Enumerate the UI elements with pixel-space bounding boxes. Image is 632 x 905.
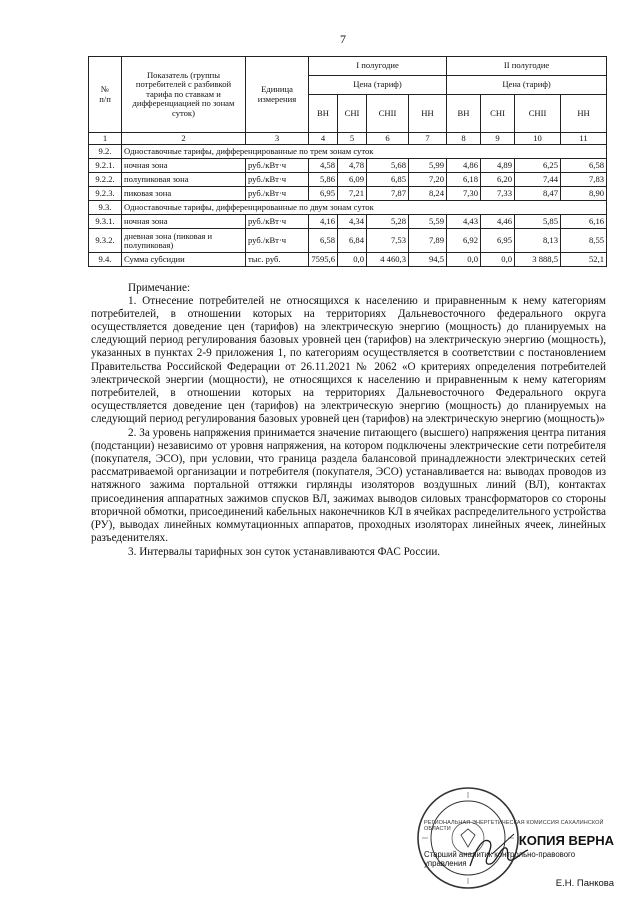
tariff-value: 7595,6 [309,253,338,267]
column-index-6: 6 [367,133,409,145]
tariff-value: 52,1 [561,253,607,267]
page-number: 7 [340,32,346,46]
header-half1: I полугодие [309,57,447,76]
tariff-value: 6,20 [481,173,515,187]
tariff-value: 4 460,3 [367,253,409,267]
tariff-value: 7,20 [409,173,447,187]
tariff-value: 4,34 [338,215,367,229]
tariff-table [88,56,607,267]
header-group: Показатель (группы потребителей с разбивкой тарифа по ставкам и дифференциацией по зонам суток) [122,57,246,133]
tariff-value: 8,24 [409,187,447,201]
table-section-row [89,145,607,159]
row-unit: тыс. руб. [246,253,309,267]
row-number: 9.4. [89,253,122,267]
table-row [89,173,607,187]
row-number: 9.2.3. [89,187,122,201]
tariff-value: 4,78 [338,159,367,173]
section-label: Одноставочные тарифы, дифференцированные по трем зонам суток [122,145,607,159]
tariff-value: 5,59 [409,215,447,229]
tariff-value: 6,85 [367,173,409,187]
copy-verified-stamp: КОПИЯ ВЕРНА [518,833,614,848]
row-label: ночная зона [122,159,246,173]
table-row [89,229,607,253]
row-unit: руб./кВт·ч [246,229,309,253]
column-index-5: 5 [338,133,367,145]
table-row [89,187,607,201]
header-price-2: Цена (тариф) [447,76,607,95]
tariff-value: 5,86 [309,173,338,187]
note-paragraph-2: 2. За уровень напряжения принимается значение питающего (высшего) напряжения центра питания (подстанции) независимо от уровня напряжения, на котором подключены электрические сети потребителя (покупателя, ЭСО), при условии, что граница раздела балансовой принадлежности электрических сетей рассматриваемой организации и потребителя (покупателя, ЭСО) устанавливается на: выводах проводов из натяжного зажима портальной оттяжки гирлянды изоляторов воздушных линий (ВЛ), контактах присоединения аппаратных зажимов спусков ВЛ, зажимах выводов силовых трансформаторов со стороны вторичной обмотки, присоединений кабельных наконечников КЛ в ячейках распределительного устройства (РУ), выводах линейных коммутационных аппаратов, проходных изоляторах линейных ячеек, линейных разъеденителях. [91,427,606,544]
tariff-value: 94,5 [409,253,447,267]
column-index-4: 4 [309,133,338,145]
tariff-value: 6,92 [447,229,481,253]
notes-title: Примечание: [128,282,191,294]
tariff-value: 6,58 [561,159,607,173]
header-level-1: ВН [309,95,338,133]
row-label: Сумма субсидии [122,253,246,267]
row-label: пиковая зона [122,187,246,201]
header-no: № п/п [89,57,122,133]
row-unit: руб./кВт·ч [246,173,309,187]
header-level-5: ВН [447,95,481,133]
header-level-4: НН [409,95,447,133]
row-number: 9.2.1. [89,159,122,173]
row-label: полупиковая зона [122,173,246,187]
tariff-value: 6,58 [309,229,338,253]
row-label: ночная зона [122,215,246,229]
tariff-value: 5,85 [515,215,561,229]
tariff-value: 6,09 [338,173,367,187]
tariff-value: 4,89 [481,159,515,173]
tariff-value: 4,43 [447,215,481,229]
tariff-value: 7,30 [447,187,481,201]
row-number: 9.3. [89,201,122,215]
tariff-value: 7,33 [481,187,515,201]
tariff-value: 4,86 [447,159,481,173]
table-section-row [89,201,607,215]
tariff-value: 7,89 [409,229,447,253]
tariff-value: 7,83 [561,173,607,187]
tariff-value: 5,99 [409,159,447,173]
certifier-position: Старший аналитик контрольно-правового управления [424,850,576,868]
row-number: 9.2.2. [89,173,122,187]
header-level-2: СНI [338,95,367,133]
header-level-8: НН [561,95,607,133]
column-index-8: 8 [447,133,481,145]
certifier-name: Е.Н. Панкова [555,878,614,889]
row-unit: руб./кВт·ч [246,215,309,229]
column-index-7: 7 [409,133,447,145]
notes-section [91,282,606,559]
tariff-value: 4,16 [309,215,338,229]
tariff-value: 0,0 [338,253,367,267]
table-row [89,159,607,173]
certification-block [424,820,614,889]
tariff-value: 7,87 [367,187,409,201]
tariff-value: 8,47 [515,187,561,201]
tariff-value: 6,16 [561,215,607,229]
row-unit: руб./кВт·ч [246,187,309,201]
row-number: 9.3.1. [89,215,122,229]
tariff-value: 4,46 [481,215,515,229]
header-price-1: Цена (тариф) [309,76,447,95]
table-row [89,253,607,267]
column-index-9: 9 [481,133,515,145]
tariff-value: 8,90 [561,187,607,201]
table-row [89,215,607,229]
tariff-value: 6,95 [309,187,338,201]
header-level-7: СНII [515,95,561,133]
row-number: 9.3.2. [89,229,122,253]
column-index-10: 10 [515,133,561,145]
column-index-2: 2 [122,133,246,145]
tariff-value: 8,55 [561,229,607,253]
tariff-value: 6,84 [338,229,367,253]
tariff-value: 6,25 [515,159,561,173]
column-index-1: 1 [89,133,122,145]
note-paragraph-3: 3. Интервалы тарифных зон суток устанавливаются ФАС России. [128,545,441,558]
tariff-value: 0,0 [481,253,515,267]
header-level-6: СНI [481,95,515,133]
tariff-value: 5,68 [367,159,409,173]
tariff-value: 6,18 [447,173,481,187]
column-index-11: 11 [561,133,607,145]
tariff-value: 4,58 [309,159,338,173]
row-number: 9.2. [89,145,122,159]
tariff-value: 7,44 [515,173,561,187]
section-label: Одноставочные тарифы, дифференцированные по двум зонам суток [122,201,607,215]
column-index-3: 3 [246,133,309,145]
tariff-value: 8,13 [515,229,561,253]
row-label: дневная зона (пиковая и полупиковая) [122,229,246,253]
note-paragraph-1: 1. Отнесение потребителей не относящихся к населению и приравненным к нему категориям потребителей, в отношении которых на территориях Дальневосточного федерального округа осуществляется доведение цен (тарифов) на электрическую энергию (мощность) до планируемых на следующий период регулирования базовых уровней цен (тарифов) на электрическую энергию (мощность), указанных в пунктах 2-9 приложения 1, по категориям осуществляется в соответствии с постановлением Правительства Российской Федерации от 26.11.2021 № 2062 «О критериях определения потребителей электрической энергии (мощности), не относящихся к населению и приравненным к нему категориям потребителей, в отношении которых на территориях Дальневосточного Федерального округа осуществляется доведение цен (тарифов) на электрическую энергию (мощность) до планируемых на следующий период регулирования базовых уровней цен (тарифов) на электрическую энергию (мощность)» [91,295,606,425]
tariff-value: 6,95 [481,229,515,253]
tariff-value: 0,0 [447,253,481,267]
tariff-value: 7,53 [367,229,409,253]
row-unit: руб./кВт·ч [246,159,309,173]
tariff-value: 5,28 [367,215,409,229]
tariff-value: 7,21 [338,187,367,201]
header-unit: Единица измерения [246,57,309,133]
certification-org: РЕГИОНАЛЬНАЯ ЭНЕРГЕТИЧЕСКАЯ КОМИССИЯ САХАЛИНСКОЙ ОБЛАСТИ [424,820,604,832]
tariff-value: 3 888,5 [515,253,561,267]
header-half2: II полугодие [447,57,607,76]
header-level-3: СНII [367,95,409,133]
